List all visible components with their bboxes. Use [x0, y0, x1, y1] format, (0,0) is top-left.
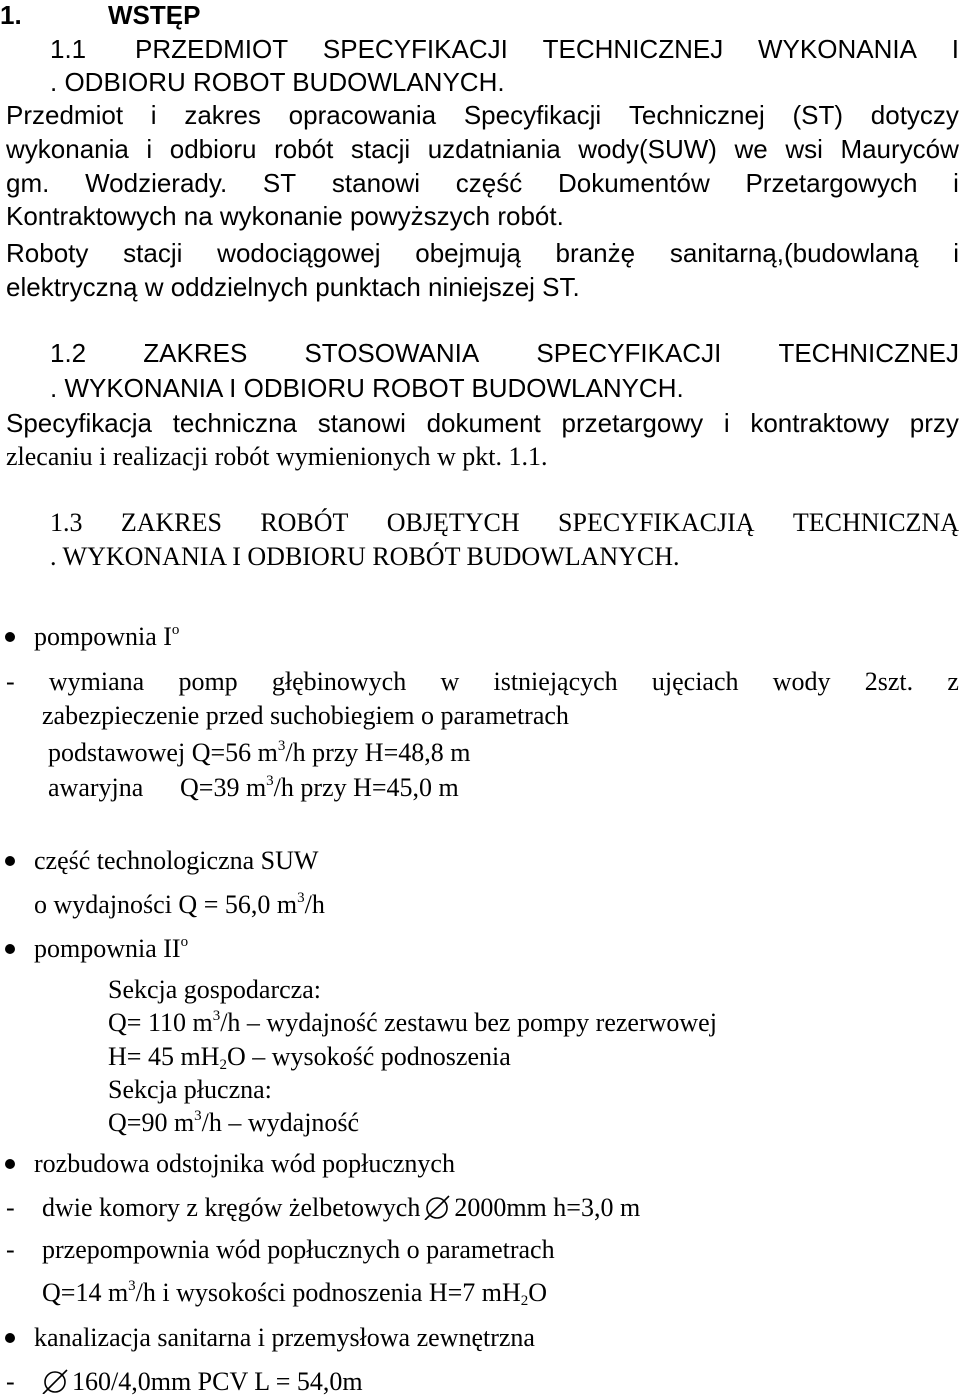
- dash-item-pcv: 160/4,0mm PCV L = 54,0m: [38, 1367, 363, 1397]
- section-1-1-number: 1.1: [50, 34, 87, 64]
- heading-title: WSTĘP: [108, 0, 201, 30]
- paragraph-1-line3: gm. Wodzierady. ST stanowi część Dokumentów Przetargowych i: [6, 168, 959, 198]
- dash-item-przepompownia-dash: -: [6, 1235, 15, 1264]
- paragraph-1-line2: wykonania i odbioru robót stacji uzdatniania wody(SUW) we wsi Mauryców: [6, 134, 959, 164]
- dash-item-wymiana-line1: - wymiana pomp głębinowych w istniejących ujęciach wody 2szt. z: [6, 667, 959, 696]
- sekcja-pluczna-flow: Q=90 $m^3/h$ – wydajność: [108, 1108, 360, 1137]
- paragraph-1-line4: Kontraktowych na wykonanie powyższych robót.: [6, 201, 564, 231]
- bullet-4: [5, 1159, 15, 1169]
- list-item-czesc-technologiczna: część technologiczna SUW: [34, 846, 319, 875]
- paragraph-2-line1: Roboty stacji wodociągowej obejmują branżę sanitarną,(budowlaną i: [6, 238, 959, 268]
- section-1-1-title-line1: PRZEDMIOT SPECYFIKACJI TECHNICZNEJ WYKONANIA I: [135, 34, 959, 64]
- dash-item-wymiana-line2: zabezpieczenie przed suchobiegiem o parametrach: [42, 701, 569, 730]
- list-item-kanalizacja: kanalizacja sanitarna i przemysłowa zewnętrzna: [34, 1323, 535, 1352]
- paragraph-3-line1: Specyfikacja techniczna stanowi dokument przetargowy i kontraktowy przy: [6, 408, 959, 438]
- section-1-1-title-line2: . ODBIORU ROBOT BUDOWLANYCH.: [50, 67, 505, 97]
- paragraph-1-line1: Przedmiot i zakres opracowania Specyfikacji Technicznej (ST) dotyczy: [6, 100, 959, 130]
- list-item-pompownia-2: pompownia $II^o$: [34, 934, 189, 963]
- dash-item-wymiana-line3: podstawowej Q=56 $m^3/h$ przy H=48,8 m: [48, 738, 471, 767]
- list-item-czesc-technologiczna-line2: o wydajności Q = 56,0 $m^3/h$: [34, 890, 325, 919]
- dash-item-komory: dwie komory z kręgów żelbetowych 2000mm h=3,0 m: [42, 1193, 641, 1222]
- sekcja-gospodarcza-head: H= 45 $mH_2O$ – wysokość podnoszenia: [108, 1042, 511, 1073]
- bullet-2: [5, 856, 15, 866]
- dash-item-przepompownia: przepompownia wód popłucznych o parametrach: [42, 1235, 555, 1264]
- list-item-pompownia-1: pompownia $I^o$: [34, 622, 180, 651]
- section-1-3-title-line1: 1.3 ZAKRES ROBÓT OBJĘTYCH SPECYFIKACJIĄ TECHNICZNĄ: [50, 508, 959, 537]
- dash-item-wymiana-line4-value: Q=39 $m^3/h$ przy H=45,0 m: [180, 773, 459, 802]
- bullet-1: [5, 632, 15, 642]
- dash-item-wymiana-line4-label: awaryjna: [48, 773, 144, 802]
- paragraph-2-line2: elektryczną w oddzielnych punktach niniejszej ST.: [6, 272, 580, 302]
- dash-item-komory-dash: -: [6, 1193, 15, 1222]
- dash-item-pcv-dash: -: [6, 1367, 15, 1396]
- diameter-icon: [424, 1194, 450, 1220]
- sekcja-gospodarcza-label: Sekcja gospodarcza:: [108, 975, 321, 1004]
- section-1-3-title-line2: . WYKONANIA I ODBIORU ROBÓT BUDOWLANYCH.: [50, 542, 680, 571]
- bullet-5: [5, 1333, 15, 1343]
- list-item-rozbudowa-odstojnika: rozbudowa odstojnika wód popłucznych: [34, 1149, 455, 1178]
- section-1-2-title-line1: 1.2 ZAKRES STOSOWANIA SPECYFIKACJI TECHNICZNEJ: [50, 338, 959, 368]
- section-1-2-title-line2: . WYKONANIA I ODBIORU ROBOT BUDOWLANYCH.: [50, 373, 684, 403]
- dash-item-przepompownia-params: Q=14 $m^3/h$ i wysokości podnoszenia H=7 $mH_2O$: [42, 1278, 548, 1309]
- sekcja-pluczna-label: Sekcja płuczna:: [108, 1075, 272, 1104]
- sekcja-gospodarcza-flow: Q= 110 $m^3/h$ – wydajność zestawu bez pompy rezerwowej: [108, 1008, 717, 1037]
- heading-number: 1.: [0, 0, 22, 30]
- paragraph-3-line2: zlecaniu i realizacji robót wymienionych w pkt. 1.1.: [6, 442, 548, 471]
- diameter-icon: [42, 1368, 68, 1394]
- bullet-3: [5, 944, 15, 954]
